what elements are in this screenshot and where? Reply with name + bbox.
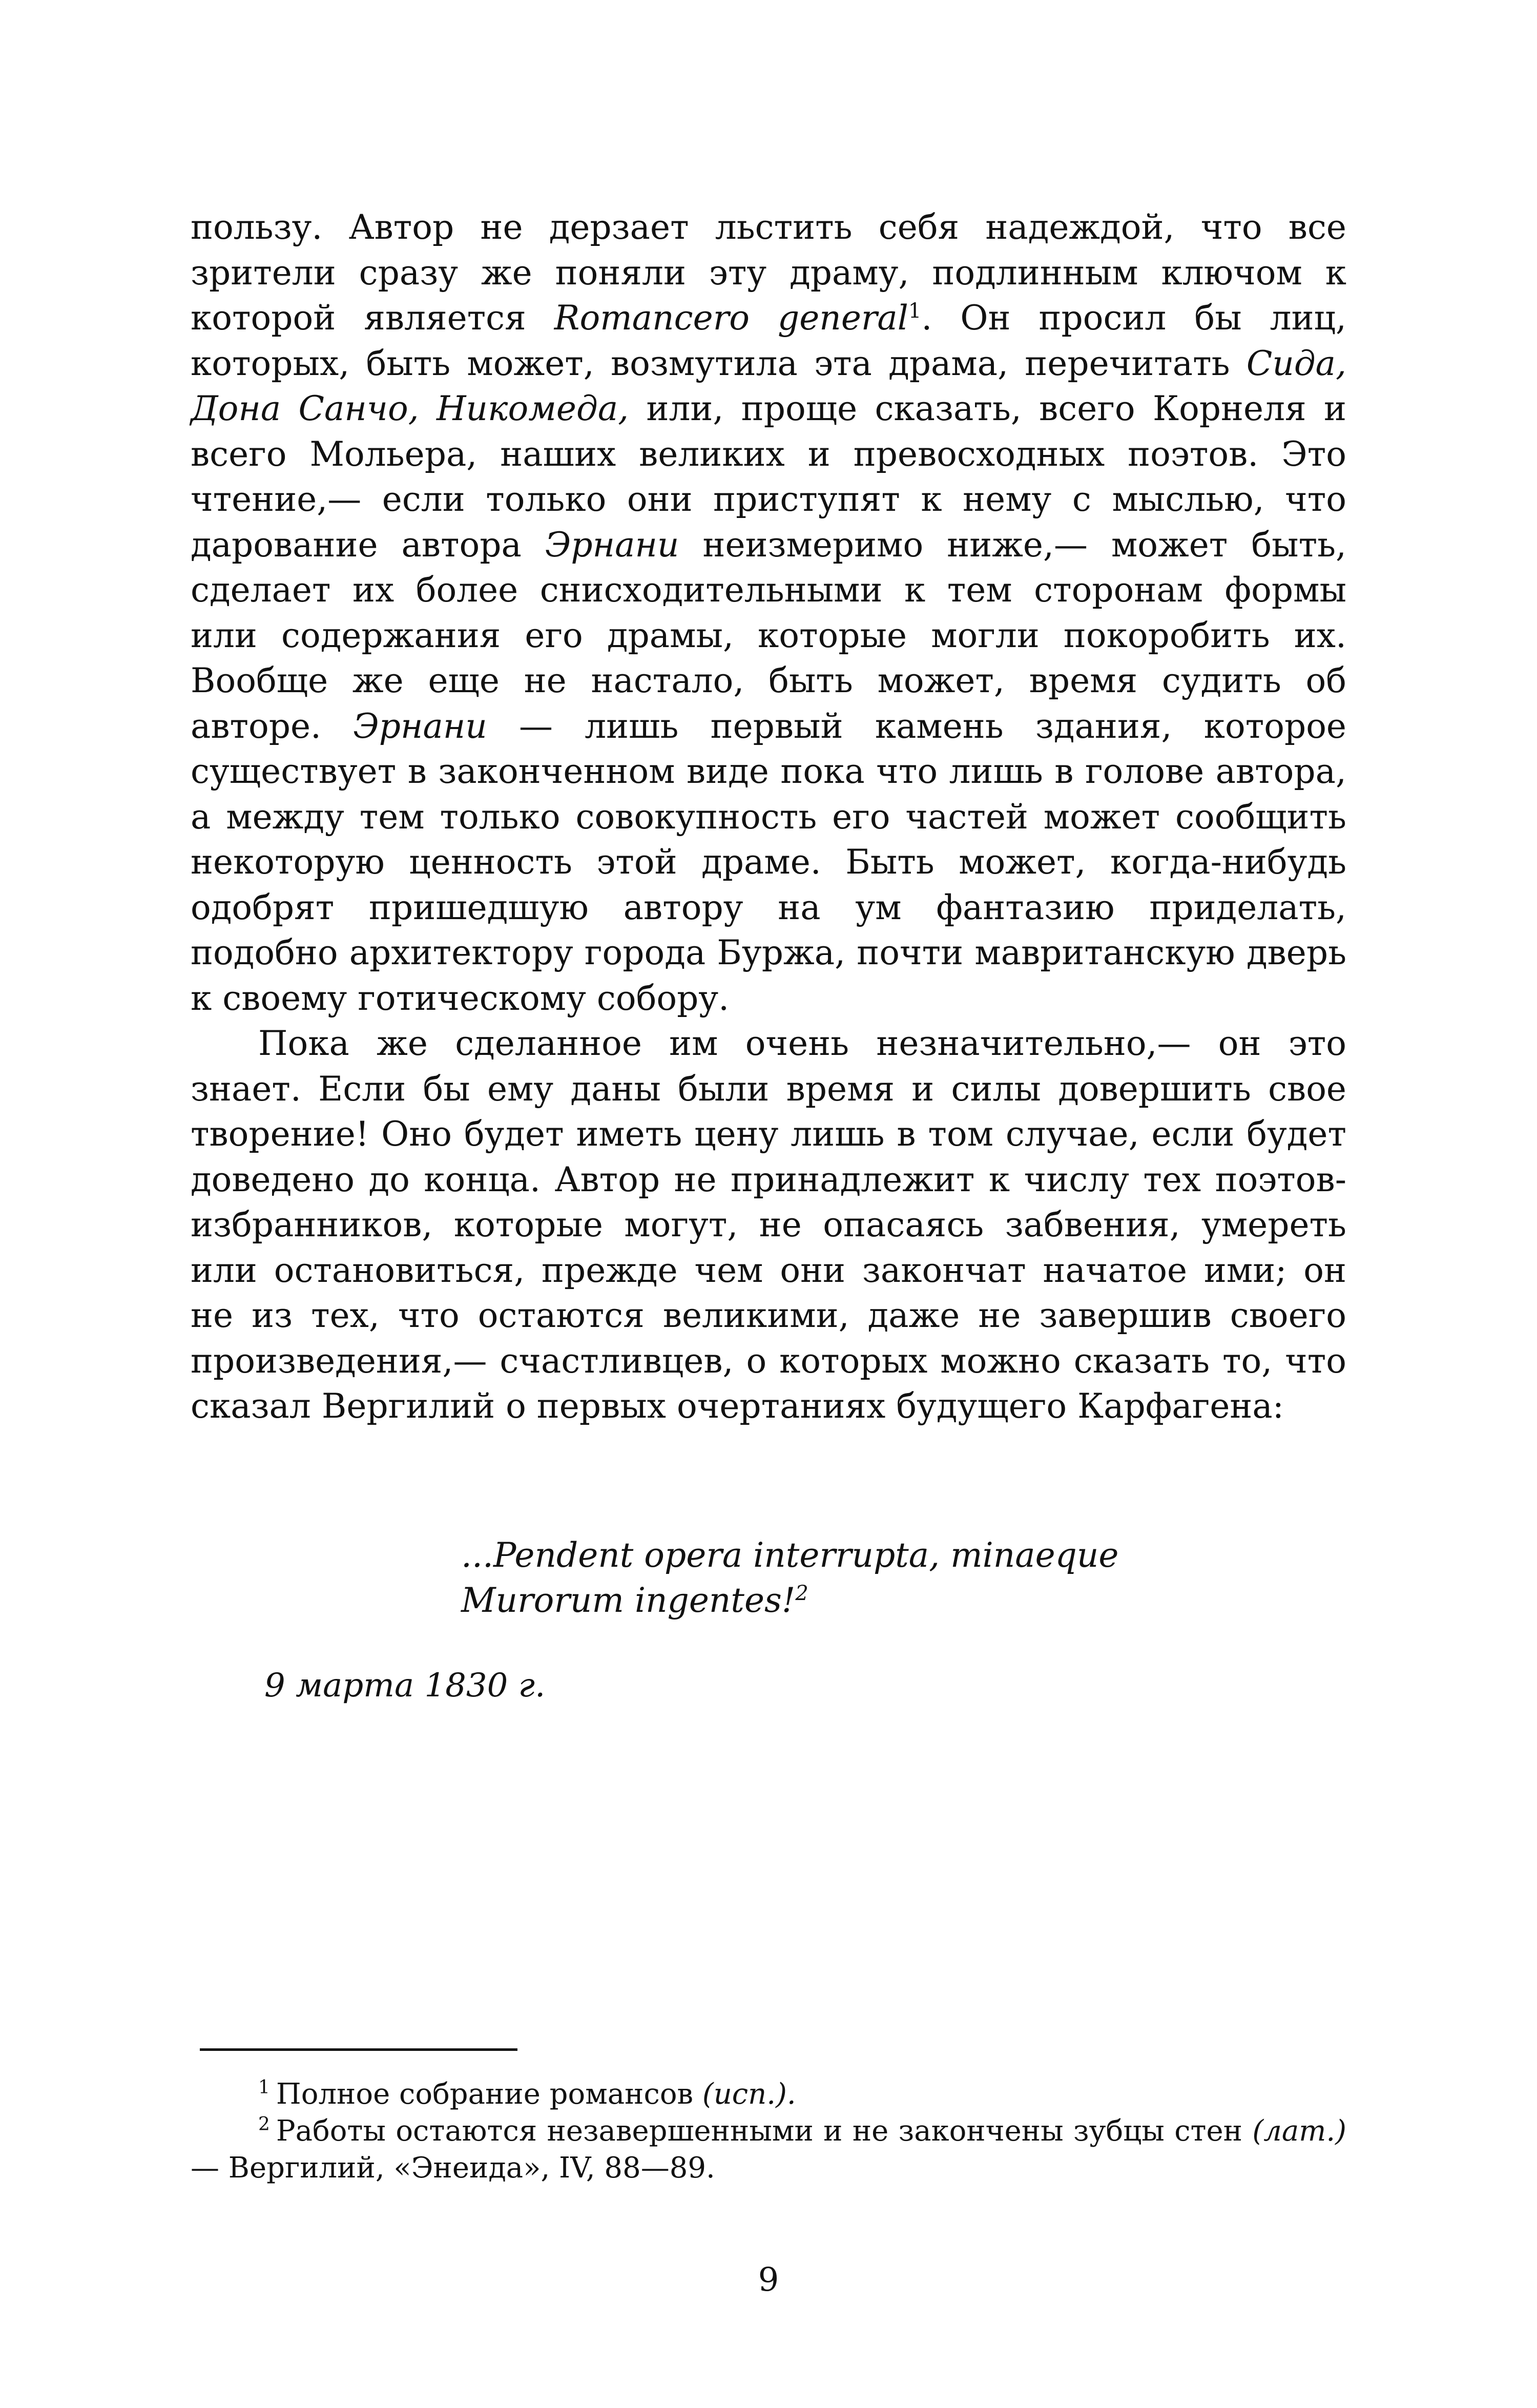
footnote xyxy=(191,2076,1346,2113)
italic-title-romancero: Romancero general xyxy=(554,298,908,338)
text-run: — лишь первый камень здания, которое существует в законченном виде пока что лишь в голове автора, а между тем только совокупность его частей может сообщить некоторую ценность этой драме. Быть может, когда-нибудь одобрят пришедшую автору на ум фантазию приделать, подобно архитектору города Буржа, почти мавританскую дверь к своему готическому собору. xyxy=(191,706,1346,1018)
text-run: неизмеримо ниже,— может быть, сделает их более снисходительными к тем сторонам формы или содержания его драмы, которые могли покоробить их. Вообще же еще не настало, быть может, время судить об авторе. xyxy=(191,525,1347,746)
footnote-italic: (исп.). xyxy=(702,2078,796,2111)
footnote-number: 1 xyxy=(258,2077,270,2099)
latin-quotation xyxy=(461,1533,1119,1623)
footnotes xyxy=(191,2076,1346,2187)
footnote-divider xyxy=(200,2048,517,2051)
date-line: 9 марта 1830 г. xyxy=(264,1667,546,1705)
footnote-text: — Вергилий, «Энеида», IV, 88—89. xyxy=(191,2151,715,2185)
text-run: или, проще сказать, всего Корнеля и всего Мольера, наших великих и превосходных поэтов. Это чтение,— если только они приступят к нему с мыслью, что дарование автора xyxy=(191,389,1346,565)
footnote-text: Работы остаются незавершенными и не закончены зубцы стен xyxy=(276,2114,1253,2148)
text-run: пользу. Автор не дерзает льстить себя надеждой, что все зрители сразу же поняли эту драму, подлинным ключом к которой является xyxy=(191,207,1346,338)
main-text xyxy=(191,205,1346,1429)
italic-hernani: Эрнани xyxy=(545,525,679,565)
quote-line-text: Murorum ingentes! xyxy=(461,1581,796,1620)
footnote-ref-2: 2 xyxy=(795,1582,808,1605)
italic-play-titles: Сида, Дона Санчо, Никомеда, xyxy=(191,343,1346,428)
page-number: 9 xyxy=(758,2261,779,2299)
paragraph xyxy=(191,1021,1346,1429)
footnote-ref-1: 1 xyxy=(908,299,922,323)
footnote-number: 2 xyxy=(258,2114,270,2135)
footnote-text: Полное собрание романсов xyxy=(276,2078,702,2111)
paragraph-continued xyxy=(191,205,1346,1021)
quote-line-text: ...Pendent opera interrupta, minaeque xyxy=(461,1535,1119,1575)
footnote xyxy=(191,2113,1346,2187)
footnote-italic: (лат.) xyxy=(1252,2114,1346,2148)
italic-hernani: Эрнани xyxy=(353,706,487,746)
quote-line xyxy=(461,1578,1119,1623)
text-run: Пока же сделанное им очень незначительно,— он это знает. Если бы ему даны были время и силы довершить свое творение! Оно будет иметь цену лишь в том случае, если будет доведено до конца. Автор не принадлежит к числу тех поэтов-избранников, которые могут, не опасаясь забвения, умереть или остановиться, прежде чем они закончат начатое ими; он не из тех, что остаются великими, даже не завершив своего произведения,— счастливцев, о которых можно сказать то, что сказал Вергилий о первых очертаниях будущего Карфагена: xyxy=(191,1024,1346,1426)
quote-line xyxy=(461,1533,1119,1578)
text-run: . Он просил бы лиц, которых, быть может, возмутила эта драма, перечитать xyxy=(191,298,1346,383)
